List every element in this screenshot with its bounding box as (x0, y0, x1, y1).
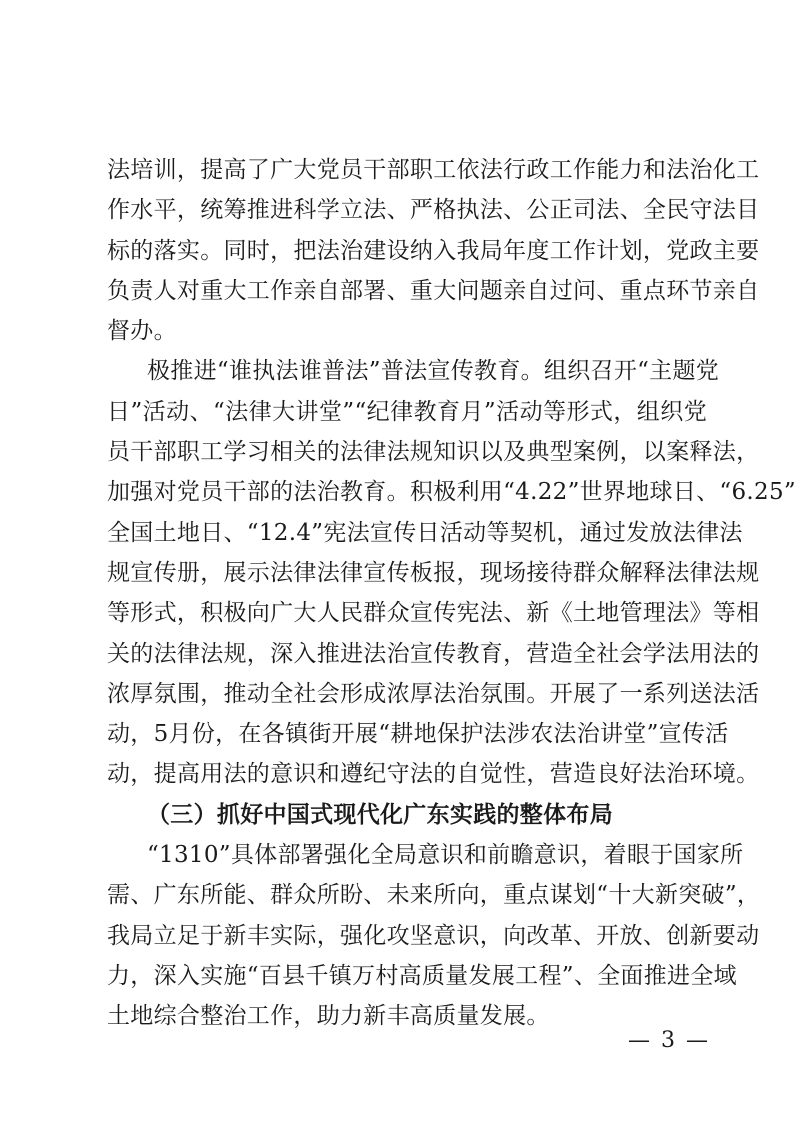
document-body (107, 150, 796, 1037)
text-line: 极推进“谁执法谁普法”普法宣传教育。组织召开“主题党 (147, 358, 720, 385)
text-line: 土地综合整治工作，助力新丰高质量发展。 (107, 1003, 550, 1030)
paragraph-training (107, 150, 760, 351)
text-line: 督办。 (107, 318, 177, 345)
text-line: 浓厚氛围，推动全社会形成浓厚法治氛围。开展了一系列送法活 (107, 680, 760, 707)
section-heading: （三）抓好中国式现代化广东实践的整体布局 (147, 801, 613, 828)
text-line: 关的法律法规，深入推进法治宣传教育，营造全社会学法用法的 (107, 640, 760, 667)
text-line: 动，提高用法的意识和遵纪守法的自觉性，营造良好法治环境。 (107, 761, 760, 788)
page-number: — 3 — (628, 1028, 710, 1053)
text-line: 标的落实。同时，把法治建设纳入我局年度工作计划，党政主要 (107, 237, 760, 264)
text-line: 等形式，积极向广大人民群众宣传宪法、新《土地管理法》等相 (107, 600, 760, 627)
text-line: 动，5月份，在各镇街开展“耕地保护法涉农法治讲堂”宣传活 (107, 721, 729, 748)
text-line: 负责人对重大工作亲自部署、重大问题亲自过问、重点环节亲自 (107, 277, 760, 304)
text-line: 全国土地日、“12.4”宪法宣传日活动等契机，通过发放法律法 (107, 519, 743, 546)
text-line: 加强对党员干部的法治教育。积极利用“4.22”世界地球日、“6.25” (107, 479, 796, 506)
section-heading-three (107, 795, 707, 835)
paragraph-layout (107, 835, 761, 1036)
text-line: 员干部职工学习相关的法律法规知识以及典型案例，以案释法， (107, 439, 760, 466)
text-line: 我局立足于新丰实际，强化攻坚意识，向改革、开放、创新要动 (107, 922, 760, 949)
text-line: 作水平，统筹推进科学立法、严格执法、公正司法、全民守法目 (107, 197, 760, 224)
text-line: 需、广东所能、群众所盼、未来所向，重点谋划“十大新突破”， (107, 882, 761, 909)
text-line: 力，深入实施“百县千镇万村高质量发展工程”、全面推进全域 (107, 962, 737, 989)
text-line: 法培训，提高了广大党员干部职工依法行政工作能力和法治化工 (107, 157, 760, 183)
paragraph-publicity (107, 351, 796, 794)
text-line: 规宣传册，展示法律法律宣传板报，现场接待群众解释法律法规 (107, 559, 760, 586)
text-line: “1310”具体部署强化全局意识和前瞻意识，着眼于国家所 (147, 842, 744, 869)
text-line: 日”活动、“法律大讲堂”“纪律教育月”活动等形式，组织党 (107, 398, 707, 425)
